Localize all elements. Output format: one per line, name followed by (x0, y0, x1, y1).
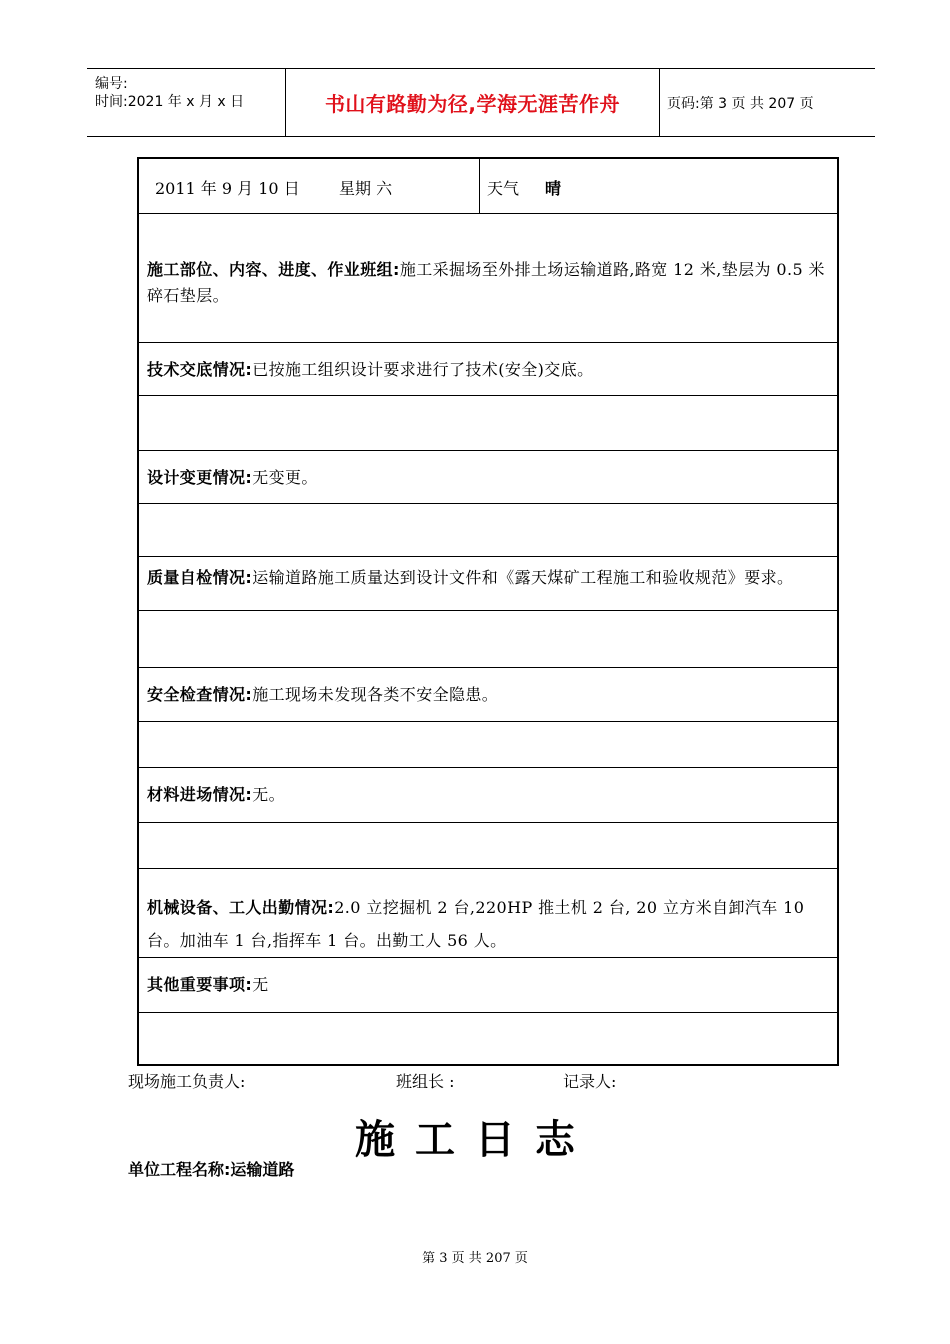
header-right-cell (659, 69, 875, 136)
column-divider (479, 159, 480, 214)
log-entry-equipment-attendance (139, 869, 837, 958)
entry-text: 2.0 立挖掘机 2 台,220HP 推土机 2 台, 20 立方米自卸汽车 10 台。加油车 1 台,指挥车 1 台。出勤工人 56 人。 (147, 898, 805, 950)
header-slogan-cell (285, 69, 660, 136)
entry-label: 材料进场情况: (147, 785, 253, 804)
unit-project-name: 单位工程名称:运输道路 (128, 1160, 295, 1179)
entry-label: 质量自检情况: (147, 568, 253, 587)
entry-content (147, 972, 829, 998)
entry-label: 施工部位、内容、进度、作业班组: (147, 260, 400, 279)
log-blank-row (139, 1013, 837, 1064)
log-date-row (139, 159, 837, 214)
entry-content (147, 357, 829, 383)
entry-content (147, 257, 829, 309)
weather-value: 晴 (545, 179, 562, 198)
entry-content (147, 682, 829, 708)
log-entry-design-change (139, 451, 837, 504)
page-header (87, 68, 875, 137)
log-entry-quality-check (139, 557, 837, 611)
entry-text: 无变更。 (252, 468, 318, 487)
log-blank-row (139, 396, 837, 451)
entry-text: 运输道路施工质量达到设计文件和《露天煤矿工程施工和验收规范》要求。 (252, 568, 794, 587)
log-entry-construction (139, 214, 837, 343)
document-title: 施工日志 (355, 1117, 595, 1163)
log-blank-row (139, 504, 837, 557)
weather-label: 天气 (487, 179, 520, 198)
entry-content (147, 565, 829, 591)
entry-label: 机械设备、工人出勤情况: (147, 898, 335, 917)
footer-page-number: 第 3 页 共 207 页 (422, 1251, 528, 1266)
entry-content (147, 782, 829, 808)
log-entry-technical-briefing (139, 343, 837, 396)
entry-text: 已按施工组织设计要求进行了技术(安全)交底。 (252, 360, 594, 379)
serial-label: 编号: (95, 76, 128, 92)
log-blank-row (139, 722, 837, 768)
log-date: 2011 年 9 月 10 日 (155, 179, 300, 198)
header-slogan: 书山有路勤为径,学海无涯苦作舟 (324, 92, 621, 116)
entry-label: 设计变更情况: (147, 468, 253, 487)
log-weekday: 星期 六 (339, 179, 393, 198)
entry-content (147, 465, 829, 491)
log-entry-safety-check (139, 668, 837, 722)
log-blank-row (139, 823, 837, 869)
entry-label: 技术交底情况: (147, 360, 253, 379)
team-leader-signature-label: 班组长 : (396, 1072, 455, 1091)
entry-text: 施工采掘场至外排土场运输道路,路宽 12 米,垫层为 0.5 米碎石垫层。 (147, 260, 825, 305)
construction-log-table (137, 157, 839, 1066)
entry-label: 安全检查情况: (147, 685, 253, 704)
header-page-info: 页码:第 3 页 共 207 页 (667, 95, 814, 112)
header-left-cell (87, 69, 285, 136)
entry-text: 施工现场未发现各类不安全隐患。 (252, 685, 499, 704)
entry-text: 无 (252, 975, 269, 994)
entry-text: 无。 (252, 785, 286, 804)
recorder-signature-label: 记录人: (563, 1072, 617, 1091)
site-manager-signature-label: 现场施工负责人: (128, 1072, 246, 1091)
log-entry-materials (139, 768, 837, 823)
log-entry-other-matters (139, 958, 837, 1013)
log-blank-row (139, 611, 837, 668)
entry-content (147, 891, 829, 957)
entry-label: 其他重要事项: (147, 975, 253, 994)
header-date: 时间:2021 年 x 月 x 日 (95, 94, 245, 110)
